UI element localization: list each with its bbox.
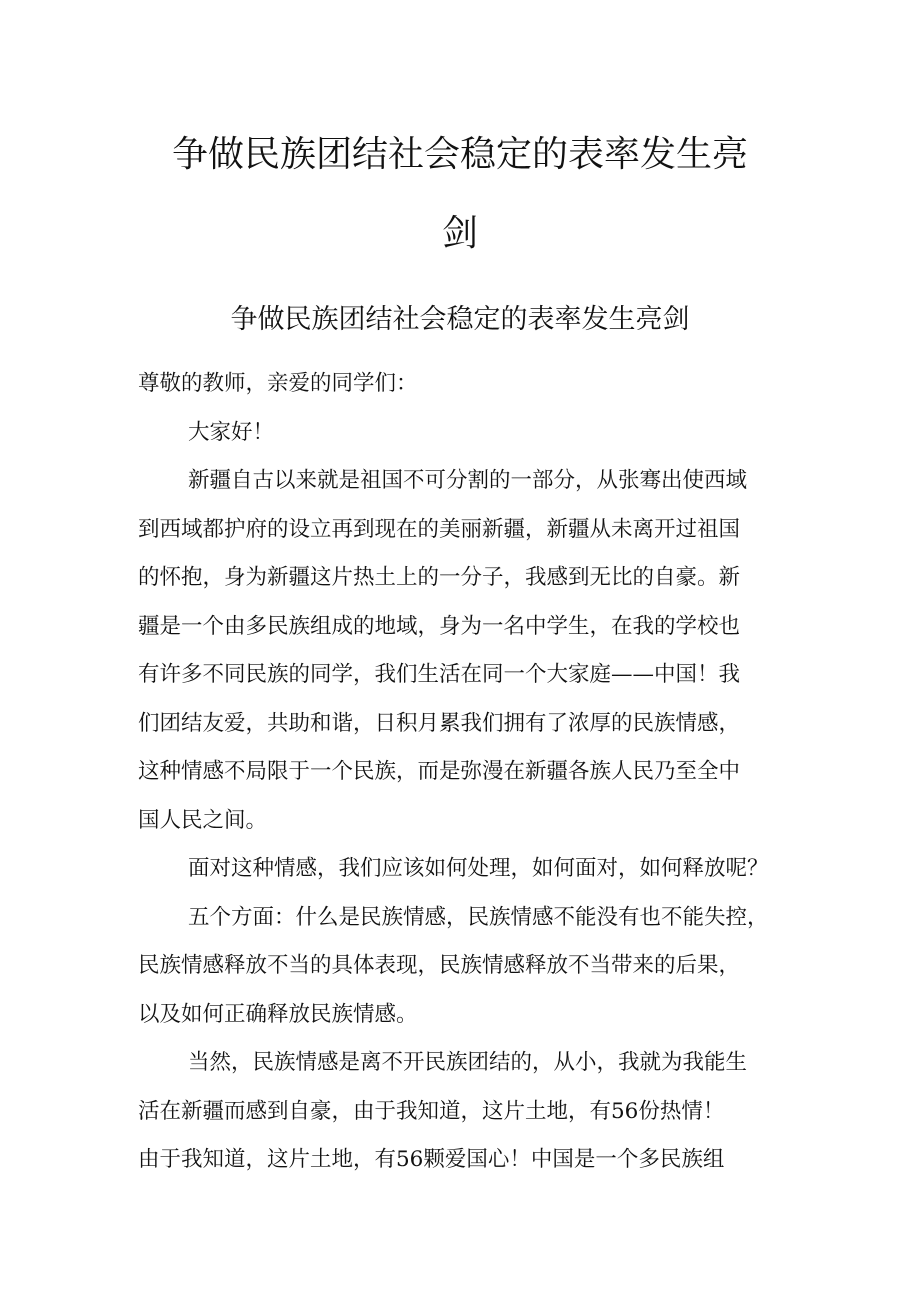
paragraph-line: 国人民之间。 [138, 807, 268, 833]
paragraph-line: 面对这种情感，我们应该如何处理，如何面对，如何释放呢？ [188, 856, 769, 881]
paragraph-line: 新疆自古以来就是祖国不可分割的一部分，从张骞出使西域 [188, 468, 748, 493]
paragraph-line: 这种情感不局限于一个民族，而是弥漫在新疆各族人民乃至全中 [138, 759, 741, 784]
paragraph-line: 当然，民族情感是离不开民族团结的，从小，我就为我能生 [188, 1050, 748, 1075]
paragraph-line: 由于我知道，这片土地，有56颗爱国心！中国是一个多民族组 [138, 1147, 725, 1172]
paragraph-line: 民族情感释放不当的具体表现，民族情感释放不当带来的后果， [138, 953, 741, 978]
paragraph-line: 以及如何正确释放民族情感。 [138, 1001, 418, 1027]
document-subtitle: 争做民族团结社会稳定的表率发生亮剑 [230, 304, 690, 335]
paragraph-line: 五个方面：什么是民族情感，民族情感不能没有也不能失控， [188, 904, 769, 930]
paragraph-line: 活在新疆而感到自豪，由于我知道，这片土地，有56份热情！ [138, 1098, 725, 1124]
document-title-line-1: 争做民族团结社会稳定的表率发生亮 [171, 134, 748, 175]
paragraph-line: 到西域都护府的设立再到现在的美丽新疆，新疆从未离开过祖国 [138, 516, 741, 542]
paragraph-line: 们团结友爱，共助和谐，日积月累我们拥有了浓厚的民族情感， [138, 710, 741, 736]
greeting-line: 大家好！ [188, 419, 275, 445]
paragraph-line: 疆是一个由多民族组成的地域，身为一名中学生，在我的学校也 [138, 613, 741, 639]
paragraph-line: 的怀抱，身为新疆这片热土上的一分子，我感到无比的自豪。新 [138, 565, 741, 590]
paragraph-line: 有许多不同民族的同学，我们生活在同一个大家庭——中国！我 [138, 662, 741, 687]
salutation-line: 尊敬的教师，亲爱的同学们： [138, 371, 418, 396]
document-title-line-2: 剑 [441, 213, 478, 254]
document-body [138, 360, 798, 1185]
